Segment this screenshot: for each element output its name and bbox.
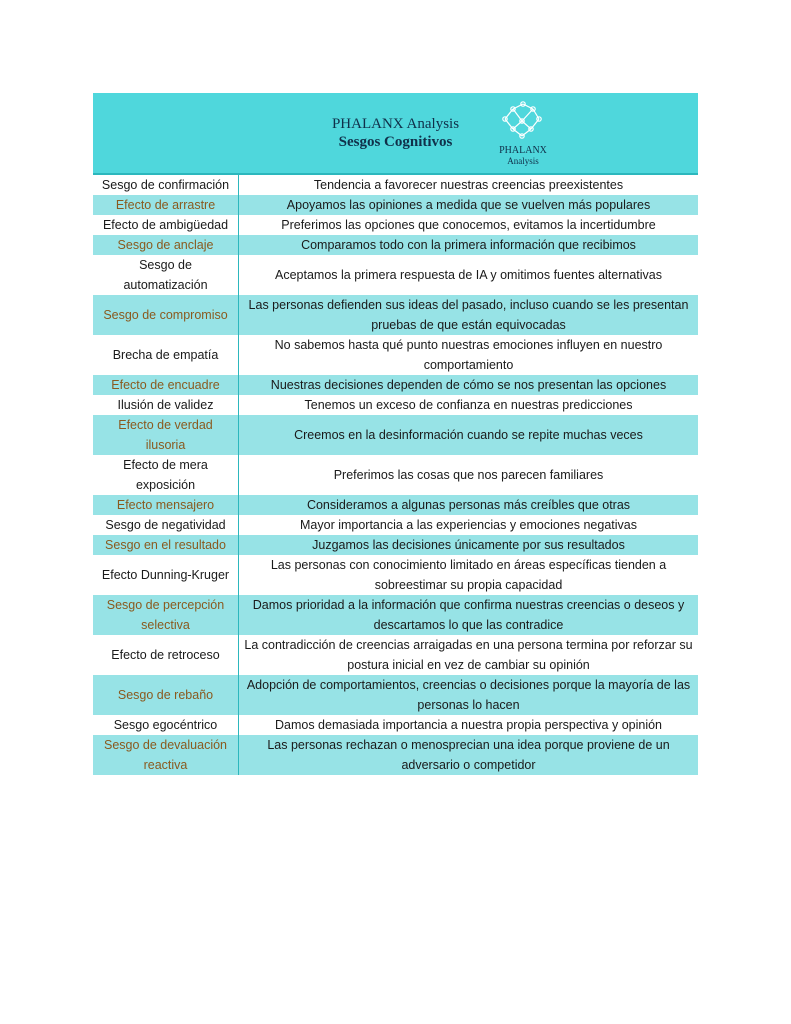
bias-definition: Comparamos todo con la primera información que recibimos	[239, 235, 699, 255]
bias-definition: Adopción de comportamientos, creencias o decisiones porque la mayoría de las personas lo hacen	[239, 675, 699, 715]
table-row	[93, 195, 698, 215]
bias-definition: Apoyamos las opiniones a medida que se vuelven más populares	[239, 195, 699, 215]
bias-definition: No sabemos hasta qué punto nuestras emociones influyen en nuestro comportamiento	[239, 335, 699, 375]
bias-term: Sesgo egocéntrico	[93, 715, 239, 735]
logo-subtitle: Analysis	[507, 156, 539, 166]
bias-definition: Tendencia a favorecer nuestras creencias preexistentes	[239, 175, 699, 195]
bias-term: Efecto de retroceso	[93, 635, 239, 675]
bias-definition: La contradicción de creencias arraigadas en una persona termina por reforzar su postura inicial en vez de cambiar su opinión	[239, 635, 699, 675]
bias-term: Efecto mensajero	[93, 495, 239, 515]
table-row	[93, 495, 698, 515]
table-row	[93, 595, 698, 635]
bias-term: Sesgo de automatización	[93, 255, 239, 295]
bias-term: Sesgo en el resultado	[93, 535, 239, 555]
logo-text	[483, 145, 563, 167]
document-title: Sesgos Cognitivos	[338, 134, 453, 150]
table-row	[93, 335, 698, 375]
bias-term: Sesgo de devaluación reactiva	[93, 735, 239, 775]
bias-term: Efecto de arrastre	[93, 195, 239, 215]
table-row	[93, 715, 698, 735]
bias-term: Efecto Dunning-Kruger	[93, 555, 239, 595]
bias-definition: Creemos en la desinformación cuando se repite muchas veces	[239, 415, 699, 455]
document	[93, 93, 698, 775]
bias-table	[93, 175, 698, 775]
table-row	[93, 215, 698, 235]
bias-definition: Aceptamos la primera respuesta de IA y omitimos fuentes alternativas	[239, 255, 699, 295]
table-row	[93, 235, 698, 255]
bias-term: Efecto de mera exposición	[93, 455, 239, 495]
table-row	[93, 255, 698, 295]
bias-term: Efecto de encuadre	[93, 375, 239, 395]
logo-name: PHALANX	[499, 145, 547, 156]
table-row	[93, 535, 698, 555]
bias-term: Efecto de ambigüedad	[93, 215, 239, 235]
bias-definition: Tenemos un exceso de confianza en nuestras predicciones	[239, 395, 699, 415]
phalanx-logo	[483, 101, 563, 171]
network-icon	[493, 101, 553, 141]
brand-title: PHALANX Analysis	[331, 116, 460, 132]
bias-term: Sesgo de percepción selectiva	[93, 595, 239, 635]
table-row	[93, 415, 698, 455]
bias-definition: Preferimos las cosas que nos parecen familiares	[239, 455, 699, 495]
bias-definition: Mayor importancia a las experiencias y emociones negativas	[239, 515, 699, 535]
bias-term: Sesgo de confirmación	[93, 175, 239, 195]
bias-term: Sesgo de compromiso	[93, 295, 239, 335]
bias-definition: Consideramos a algunas personas más creíbles que otras	[239, 495, 699, 515]
bias-definition: Las personas con conocimiento limitado en áreas específicas tienden a sobreestimar su propia capacidad	[239, 555, 699, 595]
bias-term: Efecto de verdad ilusoria	[93, 415, 239, 455]
bias-definition: Preferimos las opciones que conocemos, evitamos la incertidumbre	[239, 215, 699, 235]
bias-definition: Damos prioridad a la información que confirma nuestras creencias o deseos y descartamos lo que las contradice	[239, 595, 699, 635]
bias-definition: Las personas defienden sus ideas del pasado, incluso cuando se les presentan pruebas de que están equivocadas	[239, 295, 699, 335]
table-row	[93, 175, 698, 195]
bias-term: Ilusión de validez	[93, 395, 239, 415]
header-titles	[93, 115, 698, 151]
table-row	[93, 395, 698, 415]
bias-term: Sesgo de rebaño	[93, 675, 239, 715]
table-row	[93, 455, 698, 495]
table-row	[93, 675, 698, 715]
bias-definition: Damos demasiada importancia a nuestra propia perspectiva y opinión	[239, 715, 699, 735]
table-row	[93, 635, 698, 675]
bias-term: Sesgo de negatividad	[93, 515, 239, 535]
bias-definition: Nuestras decisiones dependen de cómo se nos presentan las opciones	[239, 375, 699, 395]
table-row	[93, 375, 698, 395]
table-row	[93, 515, 698, 535]
table-header	[93, 93, 698, 175]
bias-term: Sesgo de anclaje	[93, 235, 239, 255]
bias-term: Brecha de empatía	[93, 335, 239, 375]
table-row	[93, 295, 698, 335]
table-row	[93, 555, 698, 595]
table-row	[93, 735, 698, 775]
bias-definition: Juzgamos las decisiones únicamente por sus resultados	[239, 535, 699, 555]
bias-definition: Las personas rechazan o menosprecian una idea porque proviene de un adversario o competidor	[239, 735, 699, 775]
